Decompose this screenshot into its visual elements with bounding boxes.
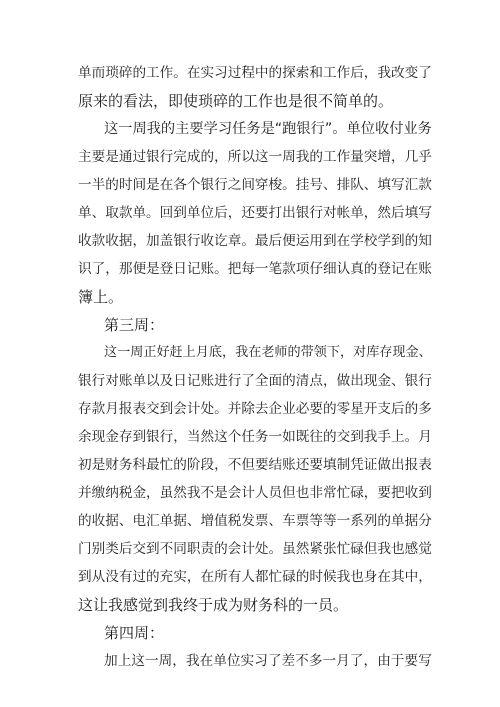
- text-line: 这让我感觉到我终于成为财务科的一员。: [78, 596, 349, 614]
- text-line: 加上这一周，我在单位实习了差不多一月了，由于要写: [104, 653, 432, 669]
- text-line: 存款月报表交到会计处。并除去企业必要的零星开支后的多: [78, 401, 432, 417]
- text-line: 门别类后交到不同职责的会计处。虽然紧张忙碌但我也感觉: [78, 541, 432, 557]
- text-line: 的收据、电汇单据、增值税发票、车票等等一系列的单据分: [78, 513, 432, 529]
- text-line: 并缴纳税金，虽然我不是会计人员但也非常忙碌，要把收到: [78, 485, 432, 501]
- text-line: 一半的时间是在各个银行之间穿梭。挂号、排队、填写汇款: [78, 177, 432, 193]
- text-line: 收款收据，加盖银行收讫章。最后便运用到在学校学到的知: [78, 233, 432, 249]
- section-heading: 第四周：: [104, 624, 165, 642]
- text-line: 识了，那便是登日记账。把每一笔款项仔细认真的登记在账: [78, 261, 432, 277]
- text-line: 主要是通过银行完成的，所以这一周我的工作量突增，几乎: [78, 149, 432, 165]
- section-heading: 第三周：: [104, 316, 165, 334]
- text-line: 初是财务科最忙的阶段，不但要结账还要填制凭证做出报表: [78, 457, 432, 473]
- text-line: 单、取款单。回到单位后，还要打出银行对帐单，然后填写: [78, 205, 432, 221]
- text-line: 到从没有过的充实，在所有人都忙碌的时候我也身在其中，: [78, 569, 432, 585]
- text-line: 这一周正好赶上月底，我在老师的带领下，对库存现金、: [104, 345, 432, 360]
- text-line: 单而琐碎的工作。在实习过程中的探索和工作后，我改变了: [78, 65, 432, 81]
- text-line: 这一周我的主要学习任务是“跑银行”。单位收付业务: [104, 121, 432, 137]
- text-line: 簿上。: [78, 288, 124, 306]
- text-line: 原来的看法，即使琐碎的工作也是很不简单的。: [78, 92, 394, 110]
- text-line: 余现金存到银行，当然这个任务一如既往的交到我手上。月: [78, 429, 432, 445]
- text-line: 银行对账单以及日记账进行了全面的清点，做出现金、银行: [78, 373, 432, 389]
